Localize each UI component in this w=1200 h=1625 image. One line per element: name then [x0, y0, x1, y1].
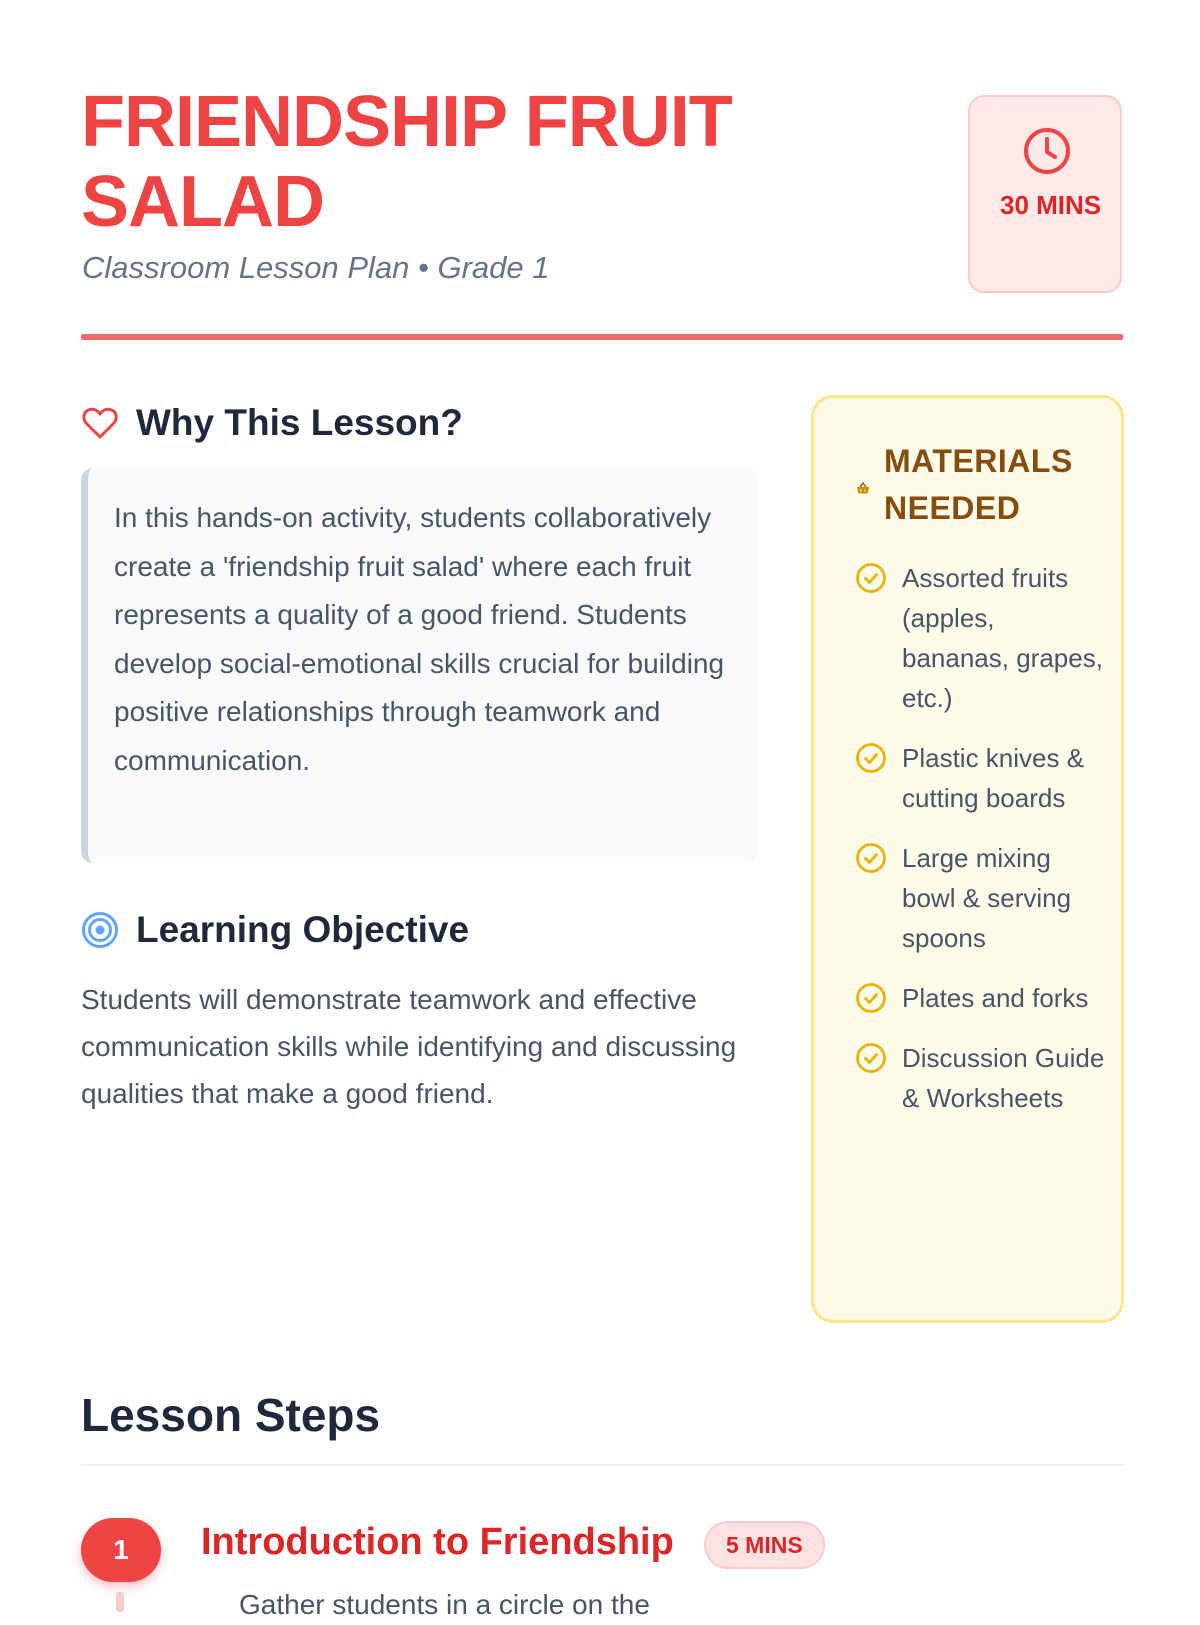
- material-item-label: Discussion Guide & Worksheets: [902, 1043, 1105, 1113]
- step-connector: [116, 1592, 124, 1612]
- material-item: [855, 738, 1105, 818]
- material-item-label: Large mixing bowl & serving spoons: [902, 843, 1072, 953]
- page-title: FRIENDSHIP FRUIT SALAD: [81, 82, 732, 242]
- materials-card: [811, 395, 1124, 1323]
- objective-heading-label: Learning Objective: [136, 909, 470, 950]
- material-item: [855, 558, 1105, 718]
- steps-heading: Lesson Steps: [81, 1389, 381, 1441]
- material-item-label: Plastic knives & cutting boards: [902, 743, 1085, 813]
- target-icon: [81, 911, 119, 949]
- why-description: In this hands-on activity, students collaboratively create a 'friendship fruit salad' where each fruit represents a quality of a good friend. Students develop social-emotional skills crucial for building positive relationships through teamwork and communication.: [114, 502, 725, 776]
- check-circle-icon: [855, 562, 887, 594]
- step-description: Gather students in a circle on the: [239, 1589, 650, 1620]
- material-item: [855, 1038, 1105, 1118]
- basket-icon: [856, 481, 870, 495]
- materials-list: [855, 558, 1105, 1138]
- duration-badge: [968, 95, 1122, 293]
- heart-icon: [81, 404, 119, 442]
- check-circle-icon: [855, 1042, 887, 1074]
- check-circle-icon: [855, 982, 887, 1014]
- step-title: Introduction to Friendship: [201, 1521, 674, 1563]
- check-circle-icon: [855, 842, 887, 874]
- page-subtitle: Classroom Lesson Plan • Grade 1: [82, 250, 550, 285]
- materials-heading-label: MATERIALS NEEDED: [884, 443, 1073, 526]
- objective-heading: [81, 905, 469, 955]
- header-divider: [81, 334, 1123, 340]
- material-item: [855, 838, 1105, 958]
- why-heading-label: Why This Lesson?: [136, 402, 463, 443]
- material-item-label: Assorted fruits (apples, bananas, grapes, etc.): [902, 563, 1103, 713]
- why-heading: [81, 398, 463, 448]
- objective-description: Students will demonstrate teamwork and effective communication skills while identifying and discussing qualities that make a good friend.: [81, 984, 737, 1109]
- material-item-label: Plates and forks: [902, 983, 1089, 1013]
- step-duration-badge: 5 MINS: [704, 1521, 825, 1569]
- clock-icon: [1021, 125, 1073, 177]
- materials-heading: [856, 438, 1116, 532]
- duration-label: 30 MINS: [1000, 190, 1102, 220]
- check-circle-icon: [855, 742, 887, 774]
- steps-divider: [81, 1464, 1123, 1466]
- step-number: 1: [81, 1518, 161, 1582]
- why-description-box: [81, 468, 758, 863]
- material-item: [855, 978, 1105, 1018]
